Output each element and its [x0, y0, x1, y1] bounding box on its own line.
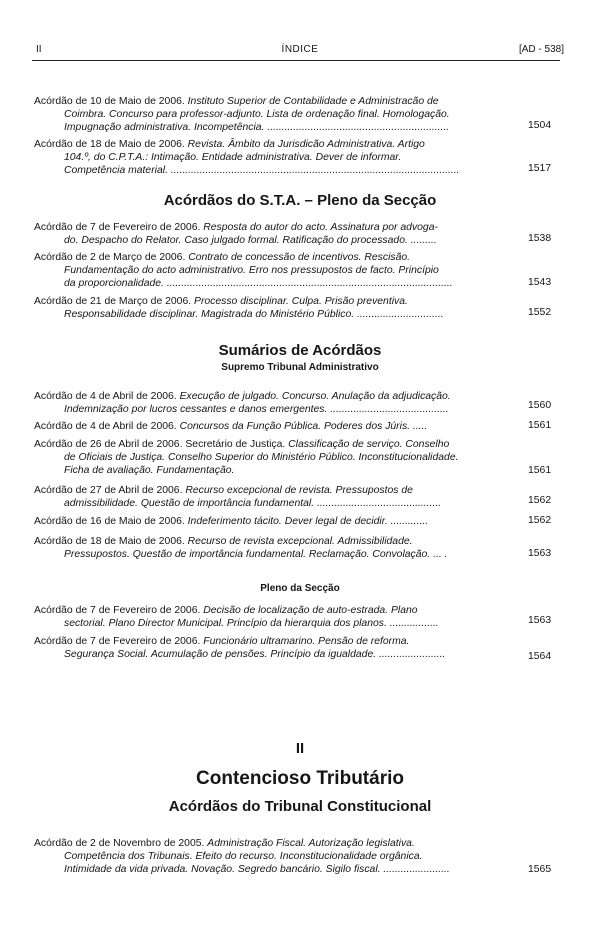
page-ref: 1565	[528, 864, 552, 875]
index-entry: Acórdão de 18 de Maio de 2006. Recurso de revista excepcional. Admissibilidade. Pressupostos. Questão de importância fundamental. Reclamação. Convolação. ... .	[34, 536, 448, 560]
index-entry: Acórdão de 16 de Maio de 2006. Indeferimento tácito. Dever legal de decidir. .............	[34, 516, 429, 527]
page-ref: 1552	[528, 307, 552, 318]
index-entry: Acórdão de 26 de Abril de 2006. Secretário de Justiça. Classificação de serviço. Conselho de Oficiais de Justiça. Conselho Superior do Ministério Público. Inconstitucionalidade. Ficha de avaliação. Fundamentação.	[34, 439, 459, 476]
part-title: Contencioso Tributário	[196, 768, 404, 789]
index-entry: Acórdão de 4 de Abril de 2006. Execução de julgado. Concurso. Anulação da adjudicação. Indemnização por lucros cessantes e danos emergentes. .........................................	[34, 391, 451, 415]
page-ref: 1561	[528, 465, 552, 476]
page-ref: 1517	[528, 163, 552, 174]
header-rule	[32, 60, 560, 61]
part-subtitle: Acórdãos do Tribunal Constitucional	[168, 798, 432, 815]
index-entry: Acórdão de 2 de Março de 2006. Contrato de concessão de incentivos. Rescisão. Fundamentação do acto administrativo. Erro nos pressupostos de facto. Princípio da proporcionalidade. ...................................................................................................	[34, 252, 453, 289]
page-ref: 1560	[528, 400, 552, 411]
part-number: II	[295, 740, 305, 757]
page-ref: 1563	[528, 615, 552, 626]
section-heading: Sumários de Acórdãos	[218, 342, 382, 359]
section-subheading: Supremo Tribunal Administrativo	[221, 362, 379, 373]
index-entry: Acórdão de 18 de Maio de 2006. Revista. Âmbito da Jurisdicão Administrativa. Artigo 104.º, do C.P.T.A.: Intimação. Entidade administrativa. Dever de informar. Competência material. ....................................................................................................	[34, 139, 460, 176]
page-ref: 1563	[528, 548, 552, 559]
header-reference: [AD - 538]	[518, 44, 564, 55]
page-number: II	[36, 44, 42, 55]
page-ref: 1561	[528, 420, 552, 431]
page-ref: 1538	[528, 233, 552, 244]
page-ref: 1564	[528, 651, 552, 662]
index-entry: Acórdão de 7 de Fevereiro de 2006. Decisão de localização de auto-estrada. Plano sectorial. Plano Director Municipal. Princípio da hierarquia dos planos. .................	[34, 605, 439, 629]
page-ref: 1562	[528, 515, 552, 526]
index-entry: Acórdão de 7 de Fevereiro de 2006. Funcionário ultramarino. Pensão de reforma. Segurança Social. Acumulação de pensões. Princípio da igualdade. .......................	[34, 636, 446, 660]
index-entry: Acórdão de 10 de Maio de 2006. Instituto Superior de Contabilidade e Administracão de Coimbra. Concurso para professor-adjunto. Lista de ordenação final. Homologação. Impugnação administrativa. Incompetência. ...............................................................	[34, 96, 450, 133]
index-entry: Acórdão de 27 de Abril de 2006. Recurso excepcional de revista. Pressupostos de admissibilidade. Questão de importância fundamental. ...........................................	[34, 485, 442, 509]
index-entry: Acórdão de 21 de Março de 2006. Processo disciplinar. Culpa. Prisão preventiva. Responsabilidade disciplinar. Magistrada do Ministério Público. ..............................	[34, 296, 444, 320]
header-title: ÍNDICE	[281, 44, 319, 55]
page-ref: 1543	[528, 277, 552, 288]
running-header	[36, 44, 564, 58]
index-entry: Acórdão de 2 de Novembro de 2005. Administração Fiscal. Autorização legislativa. Competência dos Tribunais. Efeito do recurso. Inconstitucionalidade orgânica. Intimidade da vida privada. Novação. Segredo bancário. Sigilo fiscal. .......................	[34, 838, 450, 875]
page-ref: 1504	[528, 120, 552, 131]
page-ref: 1562	[528, 495, 552, 506]
section-subheading: Pleno da Secção	[260, 583, 340, 594]
index-entry: Acórdão de 7 de Fevereiro de 2006. Resposta do autor do acto. Assinatura por advoga- do. Despacho do Relator. Caso julgado formal. Ratificação do processado. .........	[34, 222, 438, 246]
index-entry: Acórdão de 4 de Abril de 2006. Concursos da Função Pública. Poderes dos Júris. .....	[34, 421, 428, 432]
section-heading: Acórdãos do S.T.A. – Pleno da Secção	[163, 192, 437, 209]
